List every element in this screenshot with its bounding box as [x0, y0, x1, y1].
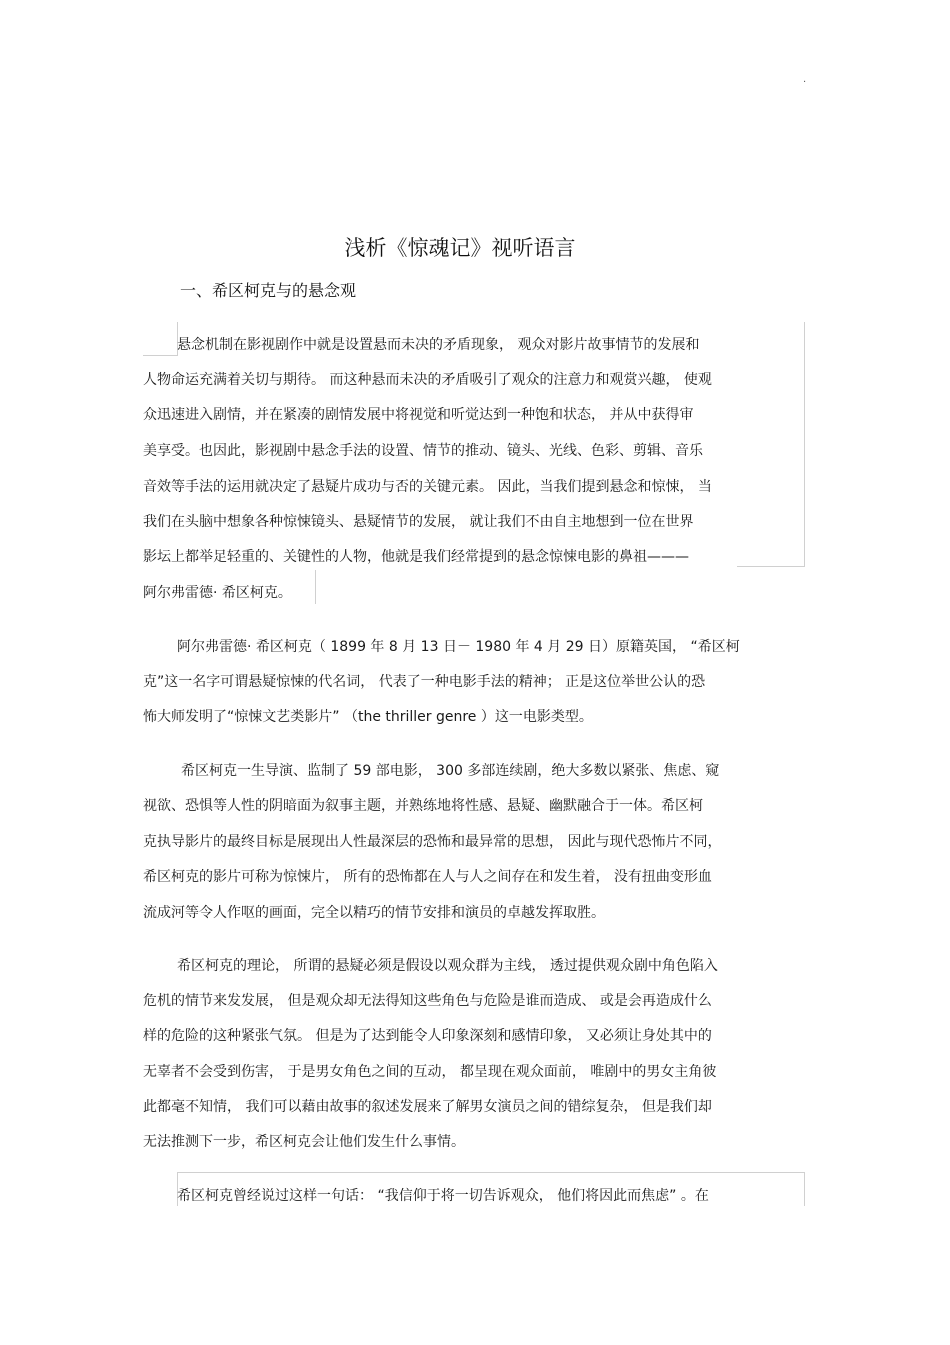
frame-right-2 — [804, 1172, 805, 1206]
frame-top-left — [143, 355, 177, 356]
text-line: 无辜者不会受到伤害， 于是男女角色之间的互动， 都呈现在观众面前， 唯剧中的男女主角彼 — [143, 1064, 717, 1080]
text-line: 希区柯克的理论， 所谓的悬疑必须是假设以观众群为主线， 透过提供观众剧中角色陷入 — [177, 958, 718, 974]
text-line: 影坛上都举足轻重的、关键性的人物，他就是我们经常提到的悬念惊悚电影的鼻祖——— — [143, 549, 689, 565]
text-line: 美享受。也因此，影视剧中悬念手法的设置、情节的推动、镜头、光线、色彩、剪辑、音乐 — [143, 443, 703, 459]
page-title: 浅析《惊魂记》视听语言 — [344, 236, 576, 260]
text-line: 克执导影片的最终目标是展现出人性最深层的恐怖和最异常的思想， 因此与现代恐怖片不同， — [143, 834, 722, 850]
text-line: 此都毫不知情， 我们可以藉由故事的叙述发展来了解男女演员之间的错综复杂， 但是我们却 — [143, 1099, 712, 1115]
text-line: 悬念机制在影视剧作中就是设置悬而未决的矛盾现象， 观众对影片故事情节的发展和 — [177, 337, 700, 353]
text-line: 克”这一名字可谓悬疑惊悚的代名词， 代表了一种电影手法的精神； 正是这位举世公认的恐 — [143, 674, 706, 690]
text-line: 希区柯克曾经说过这样一句话： “我信仰于将一切告诉观众， 他们将因此而焦虑” 。在 — [177, 1188, 709, 1204]
text-line: 危机的情节来发发展， 但是观众却无法得知这些角色与危险是谁而造成、 或是会再造成什么 — [143, 993, 712, 1009]
text-line: 众迅速进入剧情，并在紧凑的剧情发展中将视觉和听觉达到一种饱和状态， 并从中获得审 — [143, 407, 694, 423]
text-line: 人物命运充满着关切与期待。 而这种悬而未决的矛盾吸引了观众的注意力和观赏兴趣， 使观 — [143, 372, 712, 388]
text-line: 样的危险的这种紧张气氛。 但是为了达到能令人印象深刻和感情印象， 又必须让身处其中的 — [143, 1028, 712, 1044]
text-line: 希区柯克一生导演、监制了 59 部电影， 300 多部连续剧，绝大多数以紧张、焦虑、窥 — [181, 763, 720, 779]
frame-bottom-1 — [737, 566, 805, 567]
frame-top-2 — [177, 1172, 805, 1173]
text-line: 我们在头脑中想象各种惊悚镜头、悬疑情节的发展， 就让我们不由自主地想到一位在世界 — [143, 514, 694, 530]
text-line: 流成河等令人作呕的画面，完全以精巧的情节安排和演员的卓越发挥取胜。 — [143, 905, 605, 921]
section-heading: 一、希区柯克与的悬念观 — [180, 281, 357, 300]
frame-inner-1 — [315, 570, 316, 604]
text-line: 阿尔弗雷德· 希区柯克。 — [143, 585, 292, 601]
text-line: 视欲、恐惧等人性的阴暗面为叙事主题，并熟练地将性感、悬疑、幽默融合于一体。希区柯 — [143, 798, 703, 814]
frame-right-1 — [804, 322, 805, 567]
text-line: 无法推测下一步，希区柯克会让他们发生什么事情。 — [143, 1134, 465, 1150]
text-line: 阿尔弗雷德· 希区柯克（ 1899 年 8 月 13 日－ 1980 年 4 月 29 日）原籍英国， “希区柯 — [177, 639, 740, 655]
text-line: 怖大师发明了“惊悚文艺类影片” （the thriller genre ）这一电影类型。 — [143, 709, 593, 725]
text-line: 音效等手法的运用就决定了悬疑片成功与否的关键元素。 因此，当我们提到悬念和惊悚， 当 — [143, 479, 712, 495]
page-marker: . — [803, 74, 807, 85]
text-line: 希区柯克的影片可称为惊悚片， 所有的恐怖都在人与人之间存在和发生着， 没有扭曲变形血 — [143, 869, 712, 885]
